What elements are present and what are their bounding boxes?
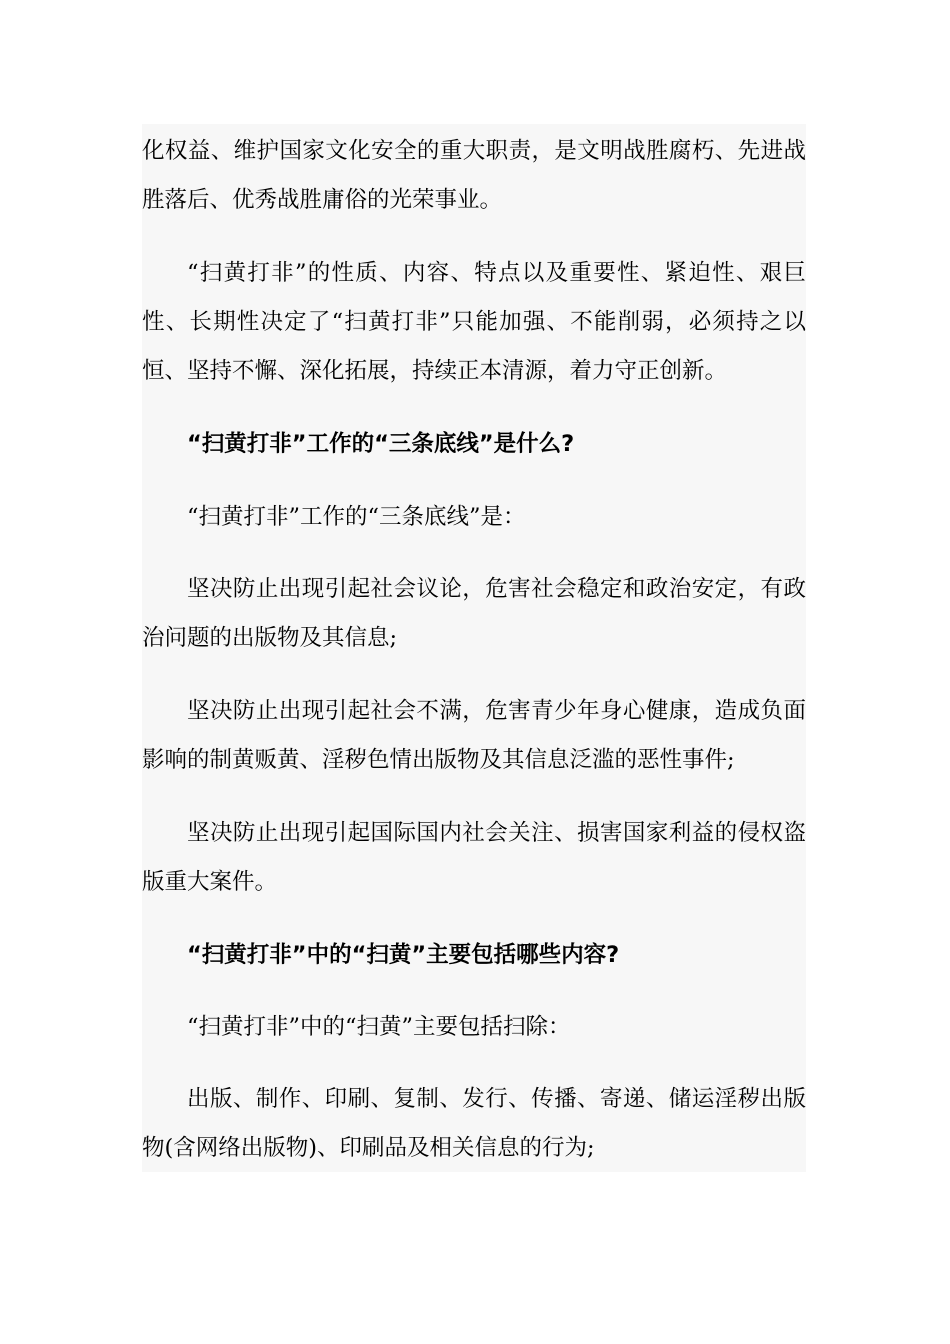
paragraph-bottom-line-piracy: 坚决防止出现引起国际国内社会关注、损害国家利益的侵权盗版重大案件。 [142,820,806,895]
paragraph-bottom-line-political: 坚决防止出现引起社会议论，危害社会稳定和政治安定，有政治问题的出版物及其信息; [142,576,806,651]
paragraph-nature-of-campaign: “扫黄打非”的性质、内容、特点以及重要性、紧迫性、艰巨性、长期性决定了“扫黄打非”只能加强、不能削弱，必须持之以恒、坚持不懈、深化拓展，持续正本清源，着力守正创新。 [142,260,806,384]
paragraph-saohuang-intro: “扫黄打非”中的“扫黄”主要包括扫除： [187,1014,571,1040]
heading-three-bottom-lines: “扫黄打非”工作的“三条底线”是什么? [187,431,575,457]
heading-saohuang-content: “扫黄打非”中的“扫黄”主要包括哪些内容? [187,942,620,968]
paragraph-three-bottom-lines-intro: “扫黄打非”工作的“三条底线”是： [187,504,526,530]
paragraph-cultural-rights: 化权益、维护国家文化安全的重大职责，是文明战胜腐朽、先进战胜落后、优秀战胜庸俗的光荣事业。 [142,138,806,213]
paragraph-bottom-line-pornography: 坚决防止出现引起社会不满，危害青少年身心健康，造成负面影响的制黄贩黄、淫秽色情出版物及其信息泛滥的恶性事件; [142,698,806,773]
paragraph-saohuang-item-publishing: 出版、制作、印刷、复制、发行、传播、寄递、储运淫秽出版物(含网络出版物)、印刷品及相关信息的行为; [142,1086,806,1161]
